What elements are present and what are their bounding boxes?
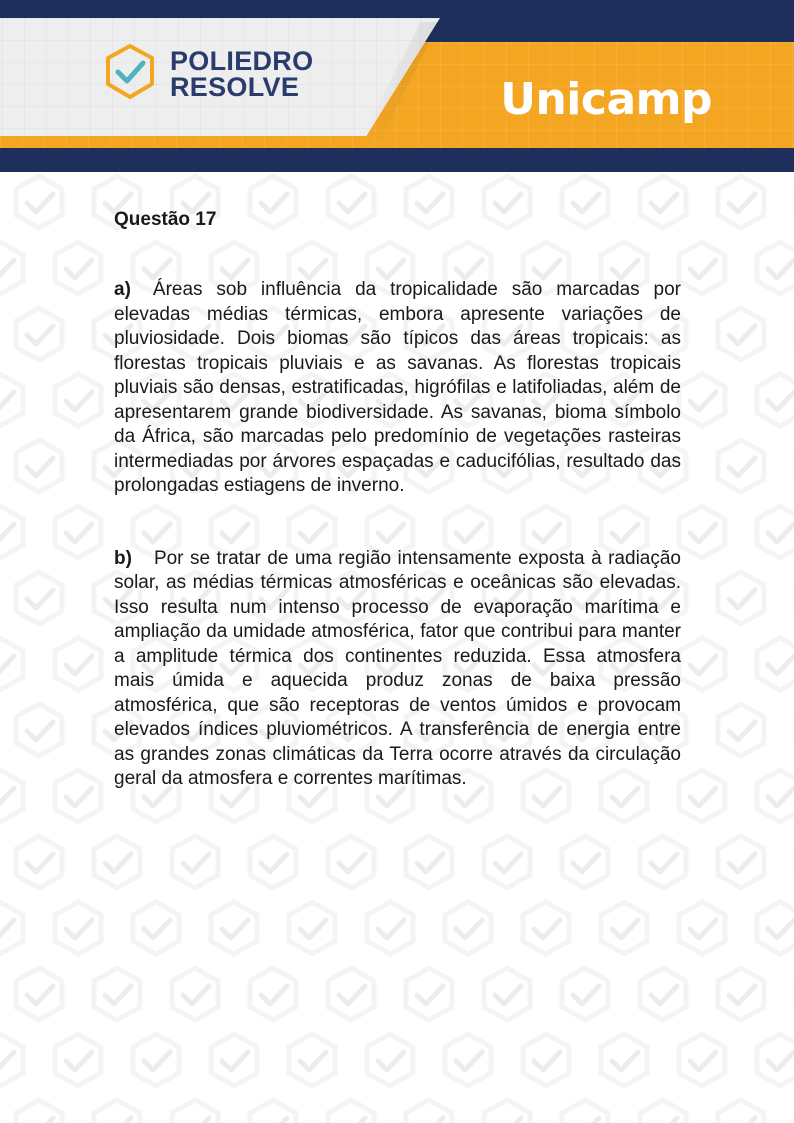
answer-b bbox=[114, 547, 681, 792]
question-content bbox=[114, 208, 681, 792]
answer-a bbox=[114, 278, 681, 499]
brand-line1: POLIEDRO bbox=[170, 46, 314, 76]
answer-text: Áreas sob influência da tropicalidade são marcadas por elevadas médias térmicas, embora apresente variações de pluviosidade. Dois biomas são típicos das áreas tropicais: as florestas tropicais pluviais e as savanas. As florestas tropicais pluviais são densas, estratificadas, higrófilas e latifoliadas, além de apresentarem grande biodiversidade. As savanas, bioma símbolo da África, são marcadas pelo predomínio de vegetações rasteiras intermediadas por árvores espaçadas e caducifólias, resultado das prolongadas estiagens de inverno. bbox=[114, 279, 681, 496]
page-header bbox=[0, 0, 794, 172]
brand-logo-text bbox=[170, 48, 313, 100]
exam-name: Unicamp bbox=[500, 74, 712, 125]
answer-label: b) bbox=[114, 547, 132, 569]
question-title: Questão 17 bbox=[114, 209, 217, 230]
answer-label: a) bbox=[114, 279, 131, 300]
checkmark-hexagon-icon bbox=[100, 42, 160, 102]
brand-line2: RESOLVE bbox=[170, 72, 300, 102]
answer-text: Por se tratar de uma região intensamente exposta à radiação solar, as médias térmicas atmosféricas e oceânicas são elevadas. Isso resulta num intenso processo de evaporação marítima e ampliação da umidade atmosférica, fator que contribui para manter a amplitude térmica dos continentes reduzida. Essa atmosfera mais úmida e aquecida produz zonas de baixa pressão atmosférica, que são receptoras de ventos úmidos e provocam elevados índices pluviométricos. A transferência de energia entre as grandes zonas climáticas da Terra ocorre através da circulação geral da atmosfera e correntes marítimas. bbox=[114, 547, 681, 789]
